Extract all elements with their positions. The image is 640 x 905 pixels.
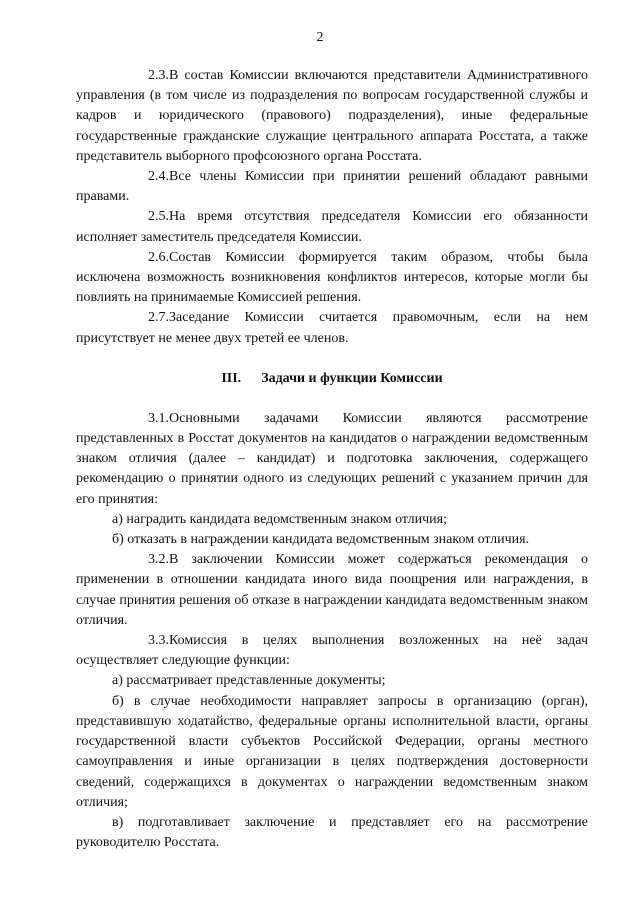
- paragraph-text: В состав Комиссии включаются представители Административного управления (в том числе из подразделения по вопросам государственной службы и кадров и юридического (правового) подразделения), иные федеральные государственные гражданские служащие центрального аппарата Росстата, а также представитель выборного профсоюзного органа Росстата.: [76, 68, 588, 164]
- paragraph-number: 2.7.: [148, 310, 169, 326]
- paragraph: [76, 409, 588, 510]
- paragraph: [76, 66, 588, 167]
- paragraph-number: 2.4.: [148, 169, 169, 185]
- page-number: 2: [316, 30, 324, 45]
- paragraph: [76, 631, 588, 671]
- section-3-heading: [76, 369, 588, 389]
- paragraph-number: 3.1.: [148, 410, 169, 426]
- paragraph: [76, 813, 588, 853]
- paragraph-text: б) в случае необходимости направляет запросы в организацию (орган), представившую ходатайство, федеральные органы исполнительной власти, органы государственной власти субъектов Российской Федерации, органы местного самоуправления и иные организации в целях подтверждения достоверности сведений, содержащихся в документах о награждении ведомственным знаком отличия;: [76, 693, 588, 810]
- paragraph-number: 2.5.: [148, 209, 169, 225]
- paragraph-number: 2.3.: [148, 68, 169, 83]
- paragraph-number: 3.2.: [148, 552, 169, 568]
- document-body: [76, 66, 588, 853]
- paragraph-number: 3.3.: [148, 633, 169, 649]
- paragraph-text: а) рассматривает представленные документы;: [112, 673, 386, 689]
- paragraph: [76, 550, 588, 631]
- paragraph: [76, 692, 588, 813]
- paragraph-text: б) отказать в награждении кандидата ведомственным знаком отличия.: [112, 532, 530, 548]
- paragraph: [76, 207, 588, 247]
- paragraph-text: а) наградить кандидата ведомственным знаком отличия;: [112, 511, 447, 527]
- paragraph: [76, 308, 588, 348]
- paragraph: [76, 248, 588, 309]
- paragraph-text: На время отсутствия председателя Комиссии его обязанности исполняет заместитель председателя Комиссии.: [76, 209, 588, 245]
- section-3-number: III.: [221, 370, 242, 386]
- paragraph-number: 2.6.: [148, 249, 169, 265]
- paragraph: [76, 167, 588, 207]
- paragraph-text: Заседание Комиссии считается правомочным, если на нем присутствует не менее двух третей ее членов.: [76, 310, 588, 346]
- paragraph: [76, 530, 588, 550]
- paragraph: [76, 671, 588, 691]
- paragraph-text: в) подготавливает заключение и представляет его на рассмотрение руководителю Росстата.: [76, 814, 588, 851]
- paragraph-text: Комиссия в целях выполнения возложенных на неё задач осуществляет следующие функции:: [76, 633, 588, 669]
- section-2-list: [76, 66, 588, 349]
- paragraph: [76, 510, 588, 530]
- paragraph-text: В заключении Комиссии может содержаться рекомендация о применении в отношении кандидата иного вида поощрения или награждения, в случае принятия решения об отказе в награждении кандидата ведомственным знаком отличия.: [76, 552, 588, 628]
- section-3-list: [76, 409, 588, 853]
- paragraph-text: Основными задачами Комиссии являются рассмотрение представленных в Росстат документов на кандидатов о награждении ведомственным знаком отличия (далее – кандидат) и подготовка заключения, содержащего рекомендацию о принятии одного из следующих решений с указанием причин для его принятия:: [76, 410, 588, 507]
- section-3-title: Задачи и функции Комиссии: [261, 370, 443, 386]
- paragraph-text: Все члены Комиссии при принятии решений обладают равными правами.: [76, 169, 588, 205]
- paragraph-text: Состав Комиссии формируется таким образом, чтобы была исключена возможность возникновения конфликтов интересов, которые могли бы повлиять на принимаемые Комиссией решения.: [76, 249, 588, 306]
